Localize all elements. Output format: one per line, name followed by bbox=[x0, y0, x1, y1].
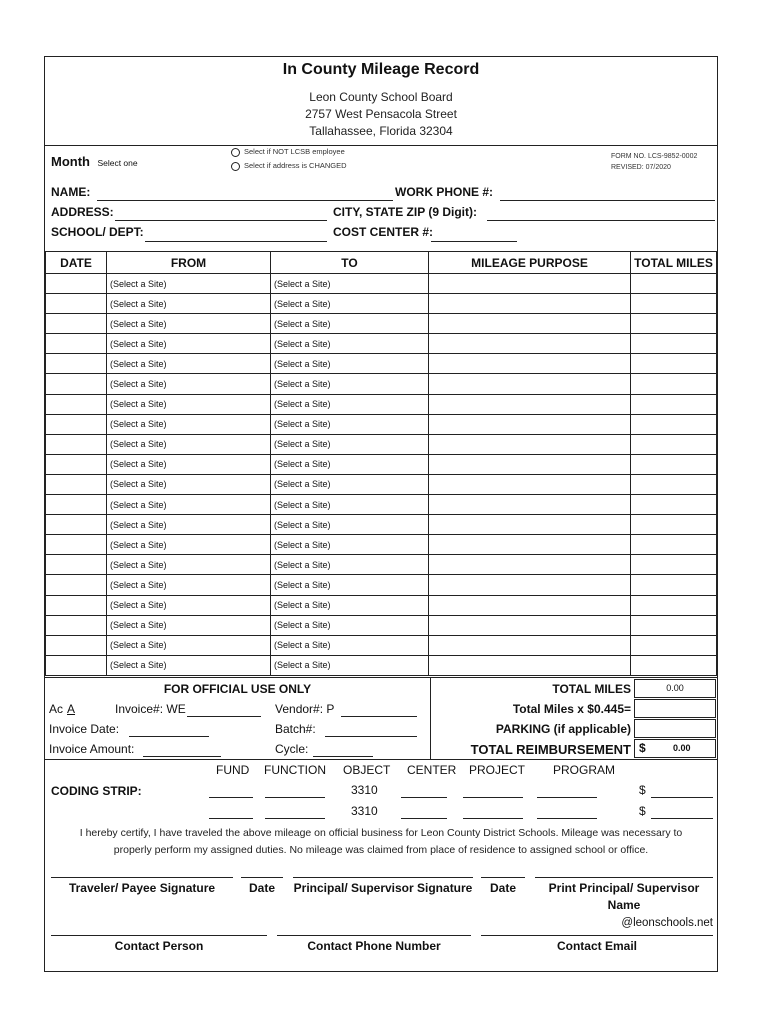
purpose-cell[interactable] bbox=[429, 434, 631, 454]
from-select[interactable]: (Select a Site) bbox=[107, 474, 271, 494]
school-dept-input[interactable] bbox=[145, 241, 327, 242]
purpose-cell[interactable] bbox=[429, 575, 631, 595]
miles-cell[interactable] bbox=[631, 474, 717, 494]
radio-icon[interactable] bbox=[231, 148, 240, 157]
fund-input[interactable] bbox=[209, 797, 253, 798]
date-cell[interactable] bbox=[46, 535, 107, 555]
contact-person-line[interactable] bbox=[51, 935, 267, 936]
principal-signature-line[interactable] bbox=[293, 877, 473, 878]
miles-cell[interactable] bbox=[631, 595, 717, 615]
miles-cell[interactable] bbox=[631, 575, 717, 595]
form-number: FORM NO. LCS-9852-0002 bbox=[611, 153, 698, 160]
address-label: ADDRESS: bbox=[51, 205, 114, 219]
to-select[interactable]: (Select a Site) bbox=[271, 555, 429, 575]
miles-cell[interactable] bbox=[631, 434, 717, 454]
coding-col-object: OBJECT bbox=[343, 763, 391, 777]
to-select[interactable]: (Select a Site) bbox=[271, 535, 429, 555]
from-select[interactable]: (Select a Site) bbox=[107, 334, 271, 354]
cycle-input[interactable] bbox=[313, 756, 373, 757]
date-cell[interactable] bbox=[46, 515, 107, 535]
invoice-date-input[interactable] bbox=[129, 736, 209, 737]
date-cell[interactable] bbox=[46, 354, 107, 374]
reimbursement-value: 0.00 bbox=[673, 743, 691, 753]
coding-currency: $ bbox=[639, 783, 646, 797]
miles-cell[interactable] bbox=[631, 655, 717, 675]
date1-line[interactable] bbox=[241, 877, 283, 878]
program-input[interactable] bbox=[537, 818, 597, 819]
contact-phone-line[interactable] bbox=[277, 935, 471, 936]
miles-cell[interactable] bbox=[631, 274, 717, 294]
from-select[interactable]: (Select a Site) bbox=[107, 575, 271, 595]
table-row bbox=[46, 294, 717, 314]
table-row bbox=[46, 535, 717, 555]
form-revised: REVISED: 07/2020 bbox=[611, 164, 671, 171]
table-row bbox=[46, 474, 717, 494]
date-cell[interactable] bbox=[46, 294, 107, 314]
date-cell[interactable] bbox=[46, 595, 107, 615]
purpose-cell[interactable] bbox=[429, 374, 631, 394]
month-select[interactable]: Select one bbox=[97, 158, 138, 168]
table-row bbox=[46, 635, 717, 655]
date-cell[interactable] bbox=[46, 394, 107, 414]
purpose-cell[interactable] bbox=[429, 495, 631, 515]
radio-icon[interactable] bbox=[231, 162, 240, 171]
date-cell[interactable] bbox=[46, 555, 107, 575]
col-date: DATE bbox=[46, 252, 107, 274]
miles-cell[interactable] bbox=[631, 615, 717, 635]
amount-input[interactable] bbox=[651, 818, 713, 819]
org-name: Leon County School Board bbox=[309, 90, 453, 104]
date2-label: Date bbox=[489, 881, 516, 895]
date-cell[interactable] bbox=[46, 635, 107, 655]
month-field[interactable] bbox=[51, 153, 138, 171]
col-from: FROM bbox=[107, 252, 271, 274]
miles-cell[interactable] bbox=[631, 354, 717, 374]
parking-input[interactable] bbox=[634, 719, 716, 738]
from-select[interactable]: (Select a Site) bbox=[107, 595, 271, 615]
table-row bbox=[46, 274, 717, 294]
table-row bbox=[46, 414, 717, 434]
coding-col-program: PROGRAM bbox=[553, 763, 616, 777]
currency-symbol: $ bbox=[639, 741, 646, 755]
from-select[interactable]: (Select a Site) bbox=[107, 535, 271, 555]
miles-cell[interactable] bbox=[631, 294, 717, 314]
date-cell[interactable] bbox=[46, 414, 107, 434]
table-row bbox=[46, 374, 717, 394]
from-select[interactable]: (Select a Site) bbox=[107, 314, 271, 334]
certification-line-1: I hereby certify, I have traveled the above mileage on official business for Leon County District Schools. Mileage was necessary to bbox=[79, 827, 683, 839]
to-select[interactable]: (Select a Site) bbox=[271, 595, 429, 615]
from-select[interactable]: (Select a Site) bbox=[107, 294, 271, 314]
work-phone-input[interactable] bbox=[500, 200, 715, 201]
miles-cell[interactable] bbox=[631, 314, 717, 334]
from-select[interactable]: (Select a Site) bbox=[107, 434, 271, 454]
divider bbox=[45, 145, 717, 146]
table-row bbox=[46, 354, 717, 374]
center-input[interactable] bbox=[401, 797, 447, 798]
email-domain: @leonschools.net bbox=[621, 917, 713, 929]
from-select[interactable]: (Select a Site) bbox=[107, 635, 271, 655]
from-select[interactable]: (Select a Site) bbox=[107, 274, 271, 294]
table-row bbox=[46, 495, 717, 515]
invoice-date-label: Invoice Date: bbox=[49, 722, 120, 736]
purpose-cell[interactable] bbox=[429, 354, 631, 374]
table-row bbox=[46, 434, 717, 454]
divider bbox=[45, 759, 717, 760]
table-row bbox=[46, 655, 717, 675]
purpose-cell[interactable] bbox=[429, 655, 631, 675]
traveler-signature-line[interactable] bbox=[51, 877, 233, 878]
table-row bbox=[46, 615, 717, 635]
to-select[interactable]: (Select a Site) bbox=[271, 615, 429, 635]
form-title: In County Mileage Record bbox=[282, 61, 480, 78]
contact-email-label: Contact Email bbox=[556, 939, 637, 953]
purpose-cell[interactable] bbox=[429, 535, 631, 555]
option-not-employee[interactable] bbox=[231, 147, 345, 157]
to-select[interactable]: (Select a Site) bbox=[271, 354, 429, 374]
from-select[interactable]: (Select a Site) bbox=[107, 555, 271, 575]
date-cell[interactable] bbox=[46, 274, 107, 294]
from-select[interactable]: (Select a Site) bbox=[107, 515, 271, 535]
reimbursement-label: TOTAL REIMBURSEMENT bbox=[470, 742, 631, 757]
miles-cell[interactable] bbox=[631, 374, 717, 394]
to-select[interactable]: (Select a Site) bbox=[271, 635, 429, 655]
divider bbox=[45, 677, 717, 678]
cost-center-input[interactable] bbox=[431, 241, 517, 242]
from-select[interactable]: (Select a Site) bbox=[107, 394, 271, 414]
batch-label: Batch#: bbox=[275, 722, 316, 736]
ac-label: Ac bbox=[49, 702, 64, 716]
object-value: 3310 bbox=[351, 783, 378, 797]
table-row bbox=[46, 515, 717, 535]
work-phone-label: WORK PHONE #: bbox=[395, 185, 494, 199]
purpose-cell[interactable] bbox=[429, 635, 631, 655]
official-use-heading: FOR OFFICIAL USE ONLY bbox=[163, 682, 312, 696]
table-row bbox=[46, 595, 717, 615]
contact-email-line[interactable] bbox=[481, 935, 713, 936]
function-input[interactable] bbox=[265, 797, 325, 798]
date-cell[interactable] bbox=[46, 454, 107, 474]
date2-line[interactable] bbox=[481, 877, 525, 878]
object-value: 3310 bbox=[351, 804, 378, 818]
print-name-label: Print Principal/ Supervisor bbox=[548, 881, 700, 895]
invoice-number-label: Invoice#: WE bbox=[115, 702, 186, 716]
purpose-cell[interactable] bbox=[429, 555, 631, 575]
miles-cell[interactable] bbox=[631, 454, 717, 474]
option-address-changed[interactable] bbox=[231, 161, 347, 171]
miles-cell[interactable] bbox=[631, 334, 717, 354]
col-to: TO bbox=[271, 252, 429, 274]
from-select[interactable]: (Select a Site) bbox=[107, 454, 271, 474]
total-miles-label: TOTAL MILES bbox=[552, 682, 631, 696]
purpose-cell[interactable] bbox=[429, 414, 631, 434]
table-row bbox=[46, 454, 717, 474]
parking-label: PARKING (if applicable) bbox=[495, 722, 631, 736]
to-select[interactable]: (Select a Site) bbox=[271, 575, 429, 595]
from-select[interactable]: (Select a Site) bbox=[107, 495, 271, 515]
batch-input[interactable] bbox=[325, 736, 417, 737]
total-miles-value: 0.00 bbox=[634, 679, 716, 698]
coding-currency: $ bbox=[639, 804, 646, 818]
purpose-cell[interactable] bbox=[429, 394, 631, 414]
date-cell[interactable] bbox=[46, 314, 107, 334]
col-purpose: MILEAGE PURPOSE bbox=[429, 252, 631, 274]
date-cell[interactable] bbox=[46, 474, 107, 494]
date-cell[interactable] bbox=[46, 615, 107, 635]
certification-line-2: properly perform my assigned duties. No mileage was claimed from place of residence to assigned school or office. bbox=[113, 844, 649, 856]
date-cell[interactable] bbox=[46, 334, 107, 354]
cycle-label: Cycle: bbox=[275, 742, 309, 756]
table-row bbox=[46, 555, 717, 575]
table-row bbox=[46, 314, 717, 334]
miles-cell[interactable] bbox=[631, 535, 717, 555]
coding-col-center: CENTER bbox=[407, 763, 457, 777]
date-cell[interactable] bbox=[46, 374, 107, 394]
reimbursement-box bbox=[634, 739, 716, 758]
coding-col-project: PROJECT bbox=[469, 763, 526, 777]
traveler-signature-label: Traveler/ Payee Signature bbox=[68, 881, 216, 895]
program-input[interactable] bbox=[537, 797, 597, 798]
table-header-row bbox=[46, 252, 717, 274]
principal-signature-label: Principal/ Supervisor Signature bbox=[293, 881, 473, 895]
contact-person-label: Contact Person bbox=[114, 939, 204, 953]
function-input[interactable] bbox=[265, 818, 325, 819]
date-cell[interactable] bbox=[46, 575, 107, 595]
to-select[interactable]: (Select a Site) bbox=[271, 434, 429, 454]
from-select[interactable]: (Select a Site) bbox=[107, 354, 271, 374]
from-select[interactable]: (Select a Site) bbox=[107, 655, 271, 675]
invoice-number-input[interactable] bbox=[187, 716, 261, 717]
table-row bbox=[46, 394, 717, 414]
purpose-cell[interactable] bbox=[429, 274, 631, 294]
cost-center-label: COST CENTER #: bbox=[333, 225, 434, 239]
date-cell[interactable] bbox=[46, 434, 107, 454]
center-input[interactable] bbox=[401, 818, 447, 819]
coding-strip-label: CODING STRIP: bbox=[51, 784, 142, 798]
purpose-cell[interactable] bbox=[429, 595, 631, 615]
vendor-label: Vendor#: P bbox=[275, 702, 335, 716]
project-input[interactable] bbox=[463, 818, 523, 819]
purpose-cell[interactable] bbox=[429, 314, 631, 334]
to-select[interactable]: (Select a Site) bbox=[271, 294, 429, 314]
date1-label: Date bbox=[248, 881, 275, 895]
option-not-employee-label: Select if NOT LCSB employee bbox=[244, 147, 345, 156]
name-label: NAME: bbox=[51, 185, 91, 199]
to-select[interactable]: (Select a Site) bbox=[271, 414, 429, 434]
purpose-cell[interactable] bbox=[429, 294, 631, 314]
mileage-form bbox=[44, 56, 718, 972]
amount-input[interactable] bbox=[651, 797, 713, 798]
to-select[interactable]: (Select a Site) bbox=[271, 655, 429, 675]
coding-col-fund: FUND bbox=[216, 763, 250, 777]
to-select[interactable]: (Select a Site) bbox=[271, 495, 429, 515]
to-select[interactable]: (Select a Site) bbox=[271, 454, 429, 474]
month-label: Month bbox=[51, 154, 90, 169]
contact-phone-label: Contact Phone Number bbox=[307, 939, 441, 953]
table-row bbox=[46, 575, 717, 595]
purpose-cell[interactable] bbox=[429, 474, 631, 494]
fund-input[interactable] bbox=[209, 818, 253, 819]
miles-cell[interactable] bbox=[631, 414, 717, 434]
city-state-input[interactable] bbox=[487, 220, 715, 221]
miles-cell[interactable] bbox=[631, 515, 717, 535]
miles-cell[interactable] bbox=[631, 495, 717, 515]
to-select[interactable]: (Select a Site) bbox=[271, 374, 429, 394]
project-input[interactable] bbox=[463, 797, 523, 798]
to-select[interactable]: (Select a Site) bbox=[271, 394, 429, 414]
name-input[interactable] bbox=[97, 200, 393, 201]
purpose-cell[interactable] bbox=[429, 454, 631, 474]
to-select[interactable]: (Select a Site) bbox=[271, 314, 429, 334]
org-street: 2757 West Pensacola Street bbox=[305, 107, 457, 121]
col-total-miles: TOTAL MILES bbox=[631, 252, 717, 274]
option-address-changed-label: Select if address is CHANGED bbox=[244, 161, 347, 170]
ac-value[interactable]: A bbox=[67, 702, 76, 716]
purpose-cell[interactable] bbox=[429, 334, 631, 354]
invoice-amount-label: Invoice Amount: bbox=[49, 742, 135, 756]
vendor-input[interactable] bbox=[341, 716, 417, 717]
rate-label: Total Miles x $0.445= bbox=[512, 702, 631, 716]
city-state-label: CITY, STATE ZIP (9 Digit): bbox=[333, 205, 477, 219]
purpose-cell[interactable] bbox=[429, 615, 631, 635]
to-select[interactable]: (Select a Site) bbox=[271, 334, 429, 354]
from-select[interactable]: (Select a Site) bbox=[107, 414, 271, 434]
org-city: Tallahassee, Florida 32304 bbox=[309, 124, 453, 138]
school-dept-label: SCHOOL/ DEPT: bbox=[51, 225, 144, 239]
from-select[interactable]: (Select a Site) bbox=[107, 615, 271, 635]
purpose-cell[interactable] bbox=[429, 515, 631, 535]
invoice-amount-input[interactable] bbox=[143, 756, 221, 757]
rate-value bbox=[634, 699, 716, 718]
to-select[interactable]: (Select a Site) bbox=[271, 274, 429, 294]
miles-cell[interactable] bbox=[631, 394, 717, 414]
miles-cell[interactable] bbox=[631, 635, 717, 655]
ac-field bbox=[49, 702, 79, 716]
to-select[interactable]: (Select a Site) bbox=[271, 474, 429, 494]
divider bbox=[430, 677, 431, 759]
table-row bbox=[46, 334, 717, 354]
to-select[interactable]: (Select a Site) bbox=[271, 515, 429, 535]
date-cell[interactable] bbox=[46, 495, 107, 515]
coding-col-function: FUNCTION bbox=[264, 763, 326, 777]
address-input[interactable] bbox=[115, 220, 327, 221]
print-name-label-2: Name bbox=[607, 898, 641, 912]
miles-cell[interactable] bbox=[631, 555, 717, 575]
from-select[interactable]: (Select a Site) bbox=[107, 374, 271, 394]
print-name-line[interactable] bbox=[535, 877, 713, 878]
date-cell[interactable] bbox=[46, 655, 107, 675]
mileage-table bbox=[45, 251, 717, 676]
